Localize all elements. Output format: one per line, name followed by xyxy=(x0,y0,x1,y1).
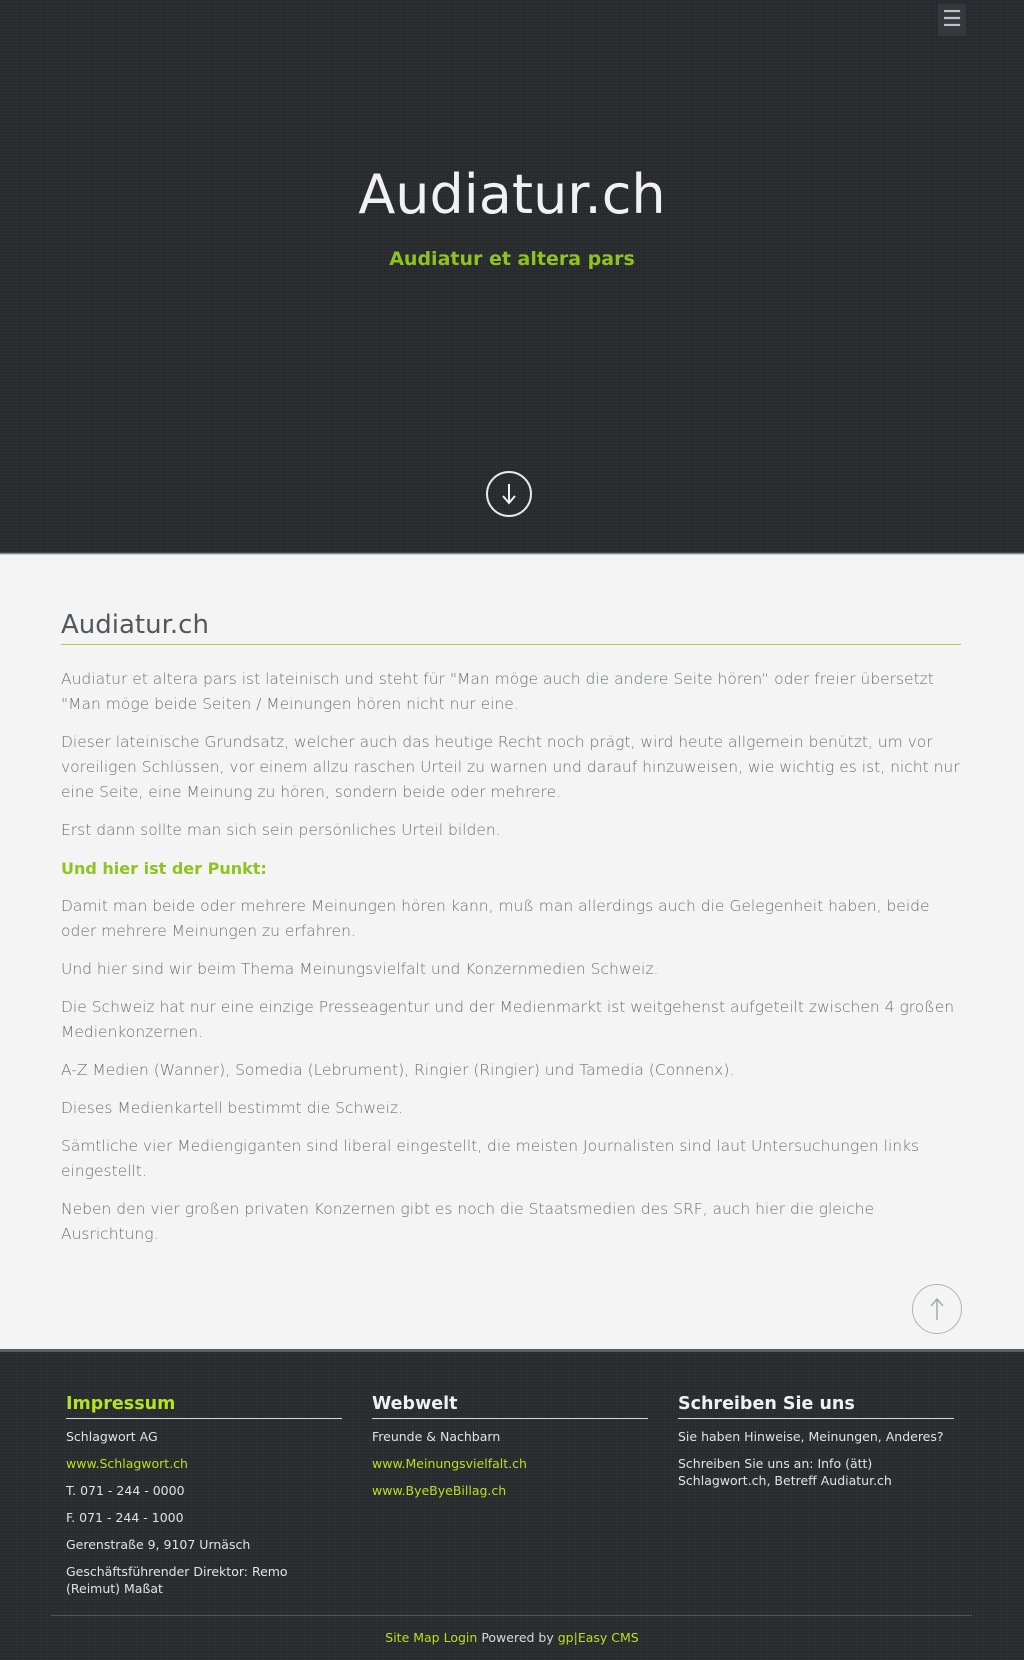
footer-impressum xyxy=(66,1392,342,1597)
hero-section xyxy=(0,0,1024,552)
scroll-down-button[interactable] xyxy=(486,471,532,517)
byebyebillag-link[interactable]: www.ByeByeBillag.ch xyxy=(372,1483,507,1498)
article-paragraph: Erst dann sollte man sich sein persönliches Urteil bilden. xyxy=(61,821,501,839)
arrow-down-icon xyxy=(499,482,519,506)
main-article xyxy=(61,606,961,1247)
article-paragraph: Audiatur et altera pars ist lateinisch und steht für "Man möge auch die andere Seite hören“ oder freier übersetzt "Man möge beide Seiten / Meinungen hören nicht nur eine. xyxy=(61,670,934,713)
contact-email-line: Schreiben Sie uns an: Info (ätt) Schlagwort.ch, Betreff Audiatur.ch xyxy=(678,1456,892,1488)
meinungsvielfalt-link[interactable]: www.Meinungsvielfalt.ch xyxy=(372,1456,527,1471)
article-paragraph: A-Z Medien (Wanner), Somedia (Lebrument), Ringier (Ringier) und Tamedia (Connenx). xyxy=(61,1061,735,1079)
scroll-to-top-button[interactable] xyxy=(912,1284,962,1334)
sitemap-link[interactable]: Site Map xyxy=(385,1630,440,1645)
article-subheading: Und hier ist der Punkt: xyxy=(61,859,267,878)
arrow-up-icon xyxy=(928,1296,946,1322)
hero-divider xyxy=(0,552,1024,555)
cms-link[interactable]: gp|Easy CMS xyxy=(557,1630,639,1645)
article-paragraph: Sämtliche vier Mediengiganten sind liberal eingestellt, die meisten Journalisten sind laut Untersuchungen links eingestellt. xyxy=(61,1137,920,1180)
article-paragraph: Dieser lateinische Grundsatz, welcher auch das heutige Recht noch prägt, wird heute allgemein benützt, um vor voreiligen Schlüssen, vor einem allzu raschen Urteil zu warnen und darauf hinzuweisen, wie wichtig es ist, nicht nur eine Seite, eine Meinung zu hören, sondern beide oder mehrere. xyxy=(61,733,960,801)
article-paragraph: Neben den vier großen privaten Konzernen gibt es noch die Staatsmedien des SRF, auch hier die gleiche Ausrichtung. xyxy=(61,1200,874,1243)
article-paragraph: Die Schweiz hat nur eine einzige Presseagentur und der Medienmarkt ist weitgehenst aufgeteilt zwischen 4 großen Medienkonzernen. xyxy=(61,998,955,1041)
site-subtitle: Audiatur et altera pars xyxy=(389,248,635,270)
site-title: Audiatur.ch xyxy=(358,163,666,226)
footer-bottom-bar xyxy=(0,1629,1024,1646)
article-paragraph: Und hier sind wir beim Thema Meinungsvielfalt und Konzernmedien Schweiz. xyxy=(61,960,659,978)
footer-webwelt xyxy=(372,1392,648,1499)
hamburger-menu-button[interactable] xyxy=(938,4,966,36)
contact-line: Sie haben Hinweise, Meinungen, Anderes? xyxy=(678,1429,944,1444)
company-name: Schlagwort AG xyxy=(66,1429,158,1444)
article-heading: Audiatur.ch xyxy=(61,606,961,645)
impressum-title: Impressum xyxy=(66,1392,342,1419)
schlagwort-link[interactable]: www.Schlagwort.ch xyxy=(66,1456,188,1471)
hamburger-menu-icon: ☰ xyxy=(942,7,962,32)
address: Gerenstraße 9, 9107 Urnäsch xyxy=(66,1537,251,1552)
article-paragraph: Dieses Medienkartell bestimmt die Schweiz. xyxy=(61,1099,403,1117)
webwelt-intro: Freunde & Nachbarn xyxy=(372,1429,501,1444)
contact-title: Schreiben Sie uns xyxy=(678,1392,954,1419)
powered-by-text: Powered by xyxy=(477,1630,558,1645)
site-footer xyxy=(0,1349,1024,1660)
article-paragraph: Damit man beide oder mehrere Meinungen hören kann, muß man allerdings auch die Gelegenheit haben, beide oder mehrere Meinungen zu erfahren. xyxy=(61,897,930,940)
fax-number: F. 071 - 244 - 1000 xyxy=(66,1510,184,1525)
webwelt-title: Webwelt xyxy=(372,1392,648,1419)
director: Geschäftsführender Direktor: Remo (Reimut) Maßat xyxy=(66,1564,288,1596)
footer-contact xyxy=(678,1392,954,1489)
phone-number: T. 071 - 244 - 0000 xyxy=(66,1483,185,1498)
login-link[interactable]: Login xyxy=(443,1630,478,1645)
footer-divider xyxy=(51,1615,972,1616)
